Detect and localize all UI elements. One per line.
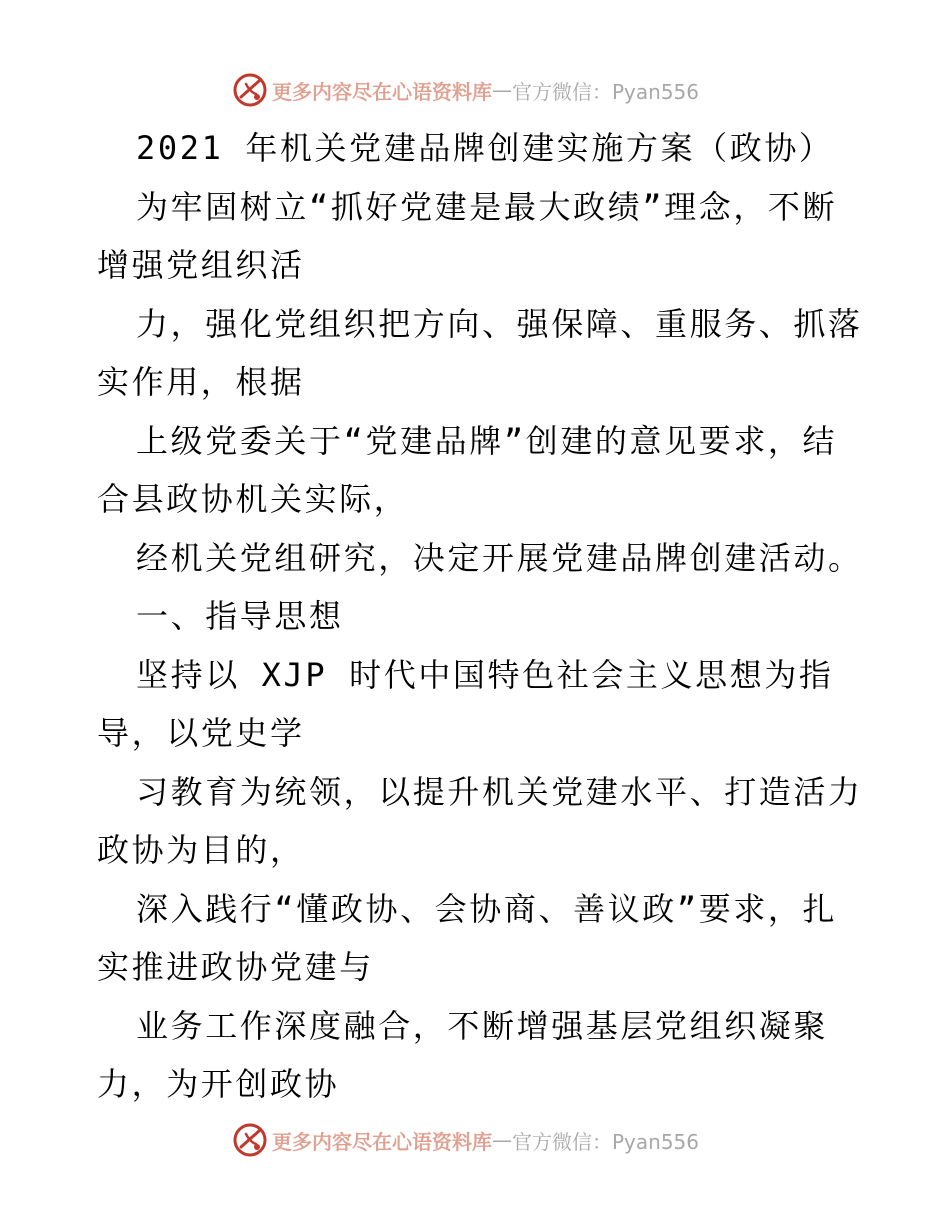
text-line: 上级党委关于“党建品牌”创建的意见要求，结 (136, 421, 838, 460)
document-body (97, 119, 863, 1114)
text-line: 业务工作深度融合，不断增强基层党组织凝聚 (136, 1006, 829, 1045)
text-line: 实作用，根据 (97, 363, 305, 401)
text-line: 习教育为统领，以提升机关党建水平、打造活力 (136, 772, 863, 811)
watermark-text: 更多内容尽在心语资料库 (272, 1129, 492, 1154)
seal-logo-icon (232, 72, 268, 108)
text-line: 实推进政协党建与 (97, 948, 374, 986)
watermark-text: 更多内容尽在心语资料库 (272, 79, 492, 104)
text-line: 2021 年机关党建品牌创建实施方案（政协） (136, 129, 834, 167)
text-line: 力，为开创政协 (97, 1065, 340, 1103)
text-line: 深入践行“懂政协、会协商、善议政”要求，扎 (136, 889, 838, 928)
text-line: 经机关党组研究，决定开展党建品牌创建活动。 (136, 538, 863, 577)
text-line: 增强党组织活 (97, 246, 305, 284)
watermark-banner-top (232, 70, 722, 110)
seal-logo-icon (232, 1122, 268, 1158)
watermark-separator: — (492, 78, 512, 102)
text-line: 一、指导思想 (136, 597, 344, 635)
watermark-banner-bottom (232, 1120, 722, 1160)
text-line: 政协为目的， (97, 831, 305, 869)
text-line: 合县政协机关实际， (97, 480, 409, 518)
text-line: 为牢固树立“抓好党建是最大政绩”理念，不断 (136, 187, 838, 226)
text-line: 导，以党史学 (97, 714, 305, 752)
watermark-wechat: 官方微信：Pyan556 (512, 1129, 700, 1154)
text-line: 坚持以 XJP 时代中国特色社会主义思想为指 (136, 655, 834, 694)
watermark-wechat: 官方微信：Pyan556 (512, 79, 700, 104)
watermark-separator: — (492, 1128, 512, 1152)
text-line: 力，强化党组织把方向、强保障、重服务、抓落 (136, 304, 863, 343)
